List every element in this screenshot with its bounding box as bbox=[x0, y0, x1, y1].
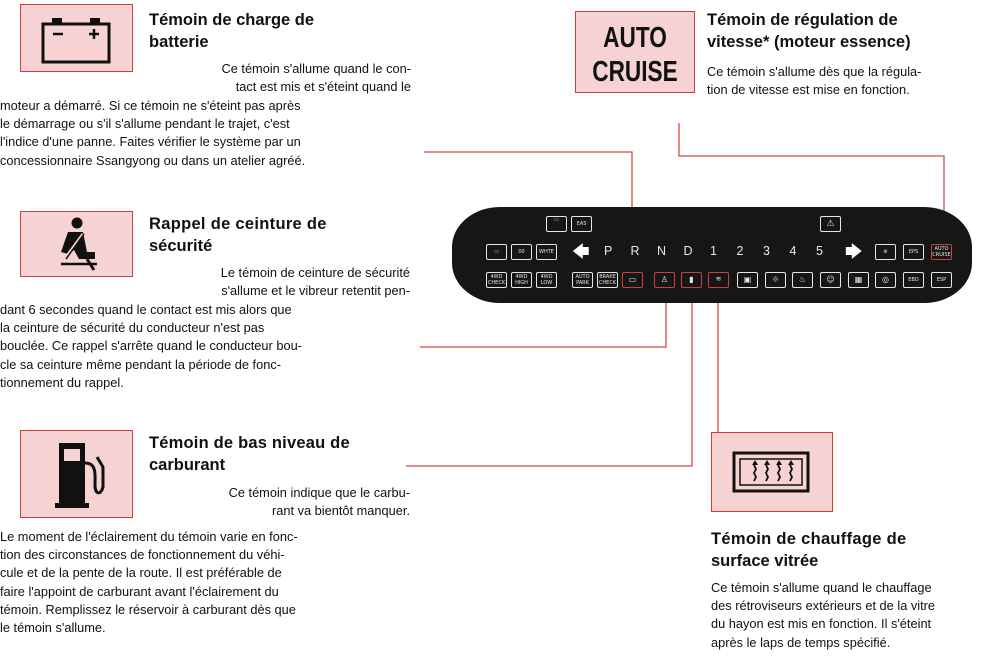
gear-label: 5 bbox=[816, 244, 823, 258]
seatbelt-title-line: sécurité bbox=[149, 237, 213, 255]
fuel-intro-line: Ce témoin indique que le carbu- bbox=[228, 485, 410, 500]
tile-auto-park: AUTO PARK bbox=[572, 272, 593, 288]
seatbelt-body-line: tionnement du rappel. bbox=[0, 374, 124, 390]
gear-label: R bbox=[630, 244, 640, 258]
cruise-title bbox=[707, 9, 911, 53]
battery-body-line: moteur a démarré. Si ce témoin ne s'éteint pas après bbox=[0, 98, 301, 113]
battery-icon-box bbox=[20, 4, 133, 72]
battery-icon bbox=[21, 5, 131, 70]
tile-4wd-high: 4WD HIGH bbox=[511, 272, 532, 288]
battery-title bbox=[149, 9, 314, 53]
battery-intro-line: Ce témoin s'allume quand le con- bbox=[221, 61, 411, 76]
tile-brake-check: BRAKE CHECK bbox=[598, 274, 617, 286]
seatbelt-body-line: dant 6 secondes quand le contact est mis alors que bbox=[0, 302, 292, 317]
gear-label: D bbox=[683, 244, 693, 258]
battery-body-line: l'indice d'une panne. Faites vérifier le système par un bbox=[0, 134, 301, 150]
tile-glow-plug: 00 bbox=[511, 244, 532, 260]
fuel-intro bbox=[146, 484, 410, 520]
tile-door-icon: ▣ bbox=[737, 272, 758, 288]
auto-cruise-badge-line: CRUISE bbox=[592, 56, 678, 88]
fuel-title bbox=[149, 432, 350, 476]
fuel-title-line: carburant bbox=[149, 456, 226, 474]
tile-eps: EPS bbox=[903, 244, 924, 260]
rear-defrost-icon bbox=[712, 433, 831, 510]
seatbelt-body bbox=[0, 301, 420, 392]
defrost-title-line: Témoin de chauffage de bbox=[711, 530, 907, 548]
fuel-intro-line: rant va bientôt manquer. bbox=[271, 503, 410, 519]
auto-cruise-badge-line: AUTO bbox=[603, 22, 667, 54]
gear-label: 3 bbox=[763, 244, 770, 258]
gear-label: 2 bbox=[736, 244, 744, 258]
seatbelt-intro-line: Le témoin de ceinture de sécurité bbox=[220, 265, 410, 280]
defrost-body-line: du hayon est mis en fonction. Il s'éteint bbox=[711, 616, 932, 632]
tile-4wd-check: 4WD CHECK bbox=[487, 274, 506, 286]
fuel-body-line: tion des circonstances de fonctionnement du véhi- bbox=[0, 547, 285, 563]
defrost-title bbox=[711, 528, 906, 572]
defrost-body bbox=[711, 579, 998, 652]
instrument-cluster bbox=[452, 207, 972, 303]
tile-car-hood-icon: ▭ bbox=[486, 244, 507, 260]
gear-label: N bbox=[657, 244, 667, 258]
tile-battery-icon: ▭ bbox=[622, 272, 643, 288]
seatbelt-body-line: la ceinture de sécurité du conducteur n'est pas bbox=[0, 320, 265, 336]
tile-hood-open-icon: ▦ bbox=[848, 272, 869, 288]
seatbelt-intro bbox=[146, 264, 410, 300]
fuel-leader-line bbox=[406, 283, 692, 466]
tile-auto-cruise: AUTO CRUISE bbox=[932, 246, 951, 258]
fuel-body-line: Le moment de l'éclairement du témoin varie en fonc- bbox=[0, 529, 298, 544]
defrost-body-line: des rétroviseurs extérieurs et de la vitre bbox=[711, 598, 936, 614]
defrost-body-line: après le laps de temps spécifié. bbox=[711, 634, 891, 650]
cruise-body bbox=[707, 63, 997, 99]
defrost-title-line: surface vitrée bbox=[711, 552, 819, 570]
tile-seatbelt-icon: ♙ bbox=[654, 272, 675, 288]
gear-label: P bbox=[604, 244, 613, 258]
left-turn-arrow-icon: 🡄 bbox=[572, 242, 590, 261]
gear-label: 1 bbox=[710, 244, 717, 258]
seatbelt-icon-box bbox=[20, 211, 133, 277]
fuel-icon-box bbox=[20, 430, 133, 518]
right-turn-arrow-icon: 🡆 bbox=[845, 242, 863, 261]
tile-oil-icon: ♨ bbox=[792, 272, 813, 288]
warning-triangle-icon: ⚠ bbox=[820, 216, 841, 232]
tile-car-icon: ▭ bbox=[546, 216, 567, 232]
cruise-title-line: vitesse* (moteur essence) bbox=[707, 33, 911, 51]
defrost-body-line: Ce témoin s'allume quand le chauffage bbox=[711, 580, 932, 595]
tile-ebd: EBD bbox=[903, 272, 924, 288]
cruise-body-line: tion de vitesse est mise en fonction. bbox=[707, 82, 910, 98]
seatbelt-title bbox=[149, 213, 327, 257]
cruise-title-line: Témoin de régulation de bbox=[707, 11, 898, 29]
tile-fuel-icon: ▮ bbox=[681, 272, 702, 288]
battery-intro bbox=[146, 60, 411, 96]
battery-intro-line: tact est mis et s'éteint quand le bbox=[235, 79, 411, 95]
fuel-body-line: faire l'appoint de carburant avant l'éclairement du bbox=[0, 583, 279, 599]
seatbelt-body-line: bouclée. Ce rappel s'arrête quand le conducteur bou- bbox=[0, 338, 302, 354]
fuel-body bbox=[0, 528, 420, 637]
tile-defrost-icon: ≋ bbox=[708, 272, 729, 288]
tile-headlight-icon: ☼ bbox=[765, 272, 786, 288]
battery-title-line: batterie bbox=[149, 33, 209, 51]
cruise-body-line: Ce témoin s'allume dès que la régula- bbox=[707, 64, 922, 79]
seatbelt-body-line: cle sa ceinture même pendant la période de fonc- bbox=[0, 356, 281, 372]
battery-body-line: concessionnaire Ssangyong ou dans un atelier agréé. bbox=[0, 152, 306, 168]
gear-label: 4 bbox=[789, 244, 797, 258]
battery-body bbox=[0, 97, 420, 170]
seatbelt-intro-line: s'allume et le vibreur retentit pen- bbox=[221, 283, 410, 299]
battery-body-line: le démarrage ou s'il s'allume pendant le trajet, c'est bbox=[0, 116, 290, 132]
fuel-pump-icon bbox=[21, 431, 131, 516]
tile-airbag-icon: ☺ bbox=[820, 272, 841, 288]
seatbelt-icon bbox=[21, 212, 131, 275]
seatbelt-title-line: Rappel de ceinture de bbox=[149, 215, 327, 233]
defrost-icon-box bbox=[711, 432, 833, 512]
tile-engine-icon: ⚙ bbox=[875, 244, 896, 260]
auto-cruise-icon-box bbox=[575, 11, 695, 93]
fuel-body-line: le témoin s'allume. bbox=[0, 620, 106, 636]
fuel-body-line: cule et de la pente de la route. Il est préférable de bbox=[0, 565, 282, 581]
tile-esp: ESP bbox=[931, 272, 952, 288]
tile-abs-icon: ◎ bbox=[875, 272, 896, 288]
battery-title-line: Témoin de charge de bbox=[149, 11, 315, 29]
tile-4wd-low: 4WD LOW bbox=[536, 272, 557, 288]
tile-winter: WHTE bbox=[536, 244, 557, 260]
fuel-title-line: Témoin de bas niveau de bbox=[149, 434, 350, 452]
tile-eas: EAS bbox=[571, 216, 592, 232]
fuel-body-line: témoin. Remplissez le réservoir à carburant dès que bbox=[0, 601, 296, 617]
